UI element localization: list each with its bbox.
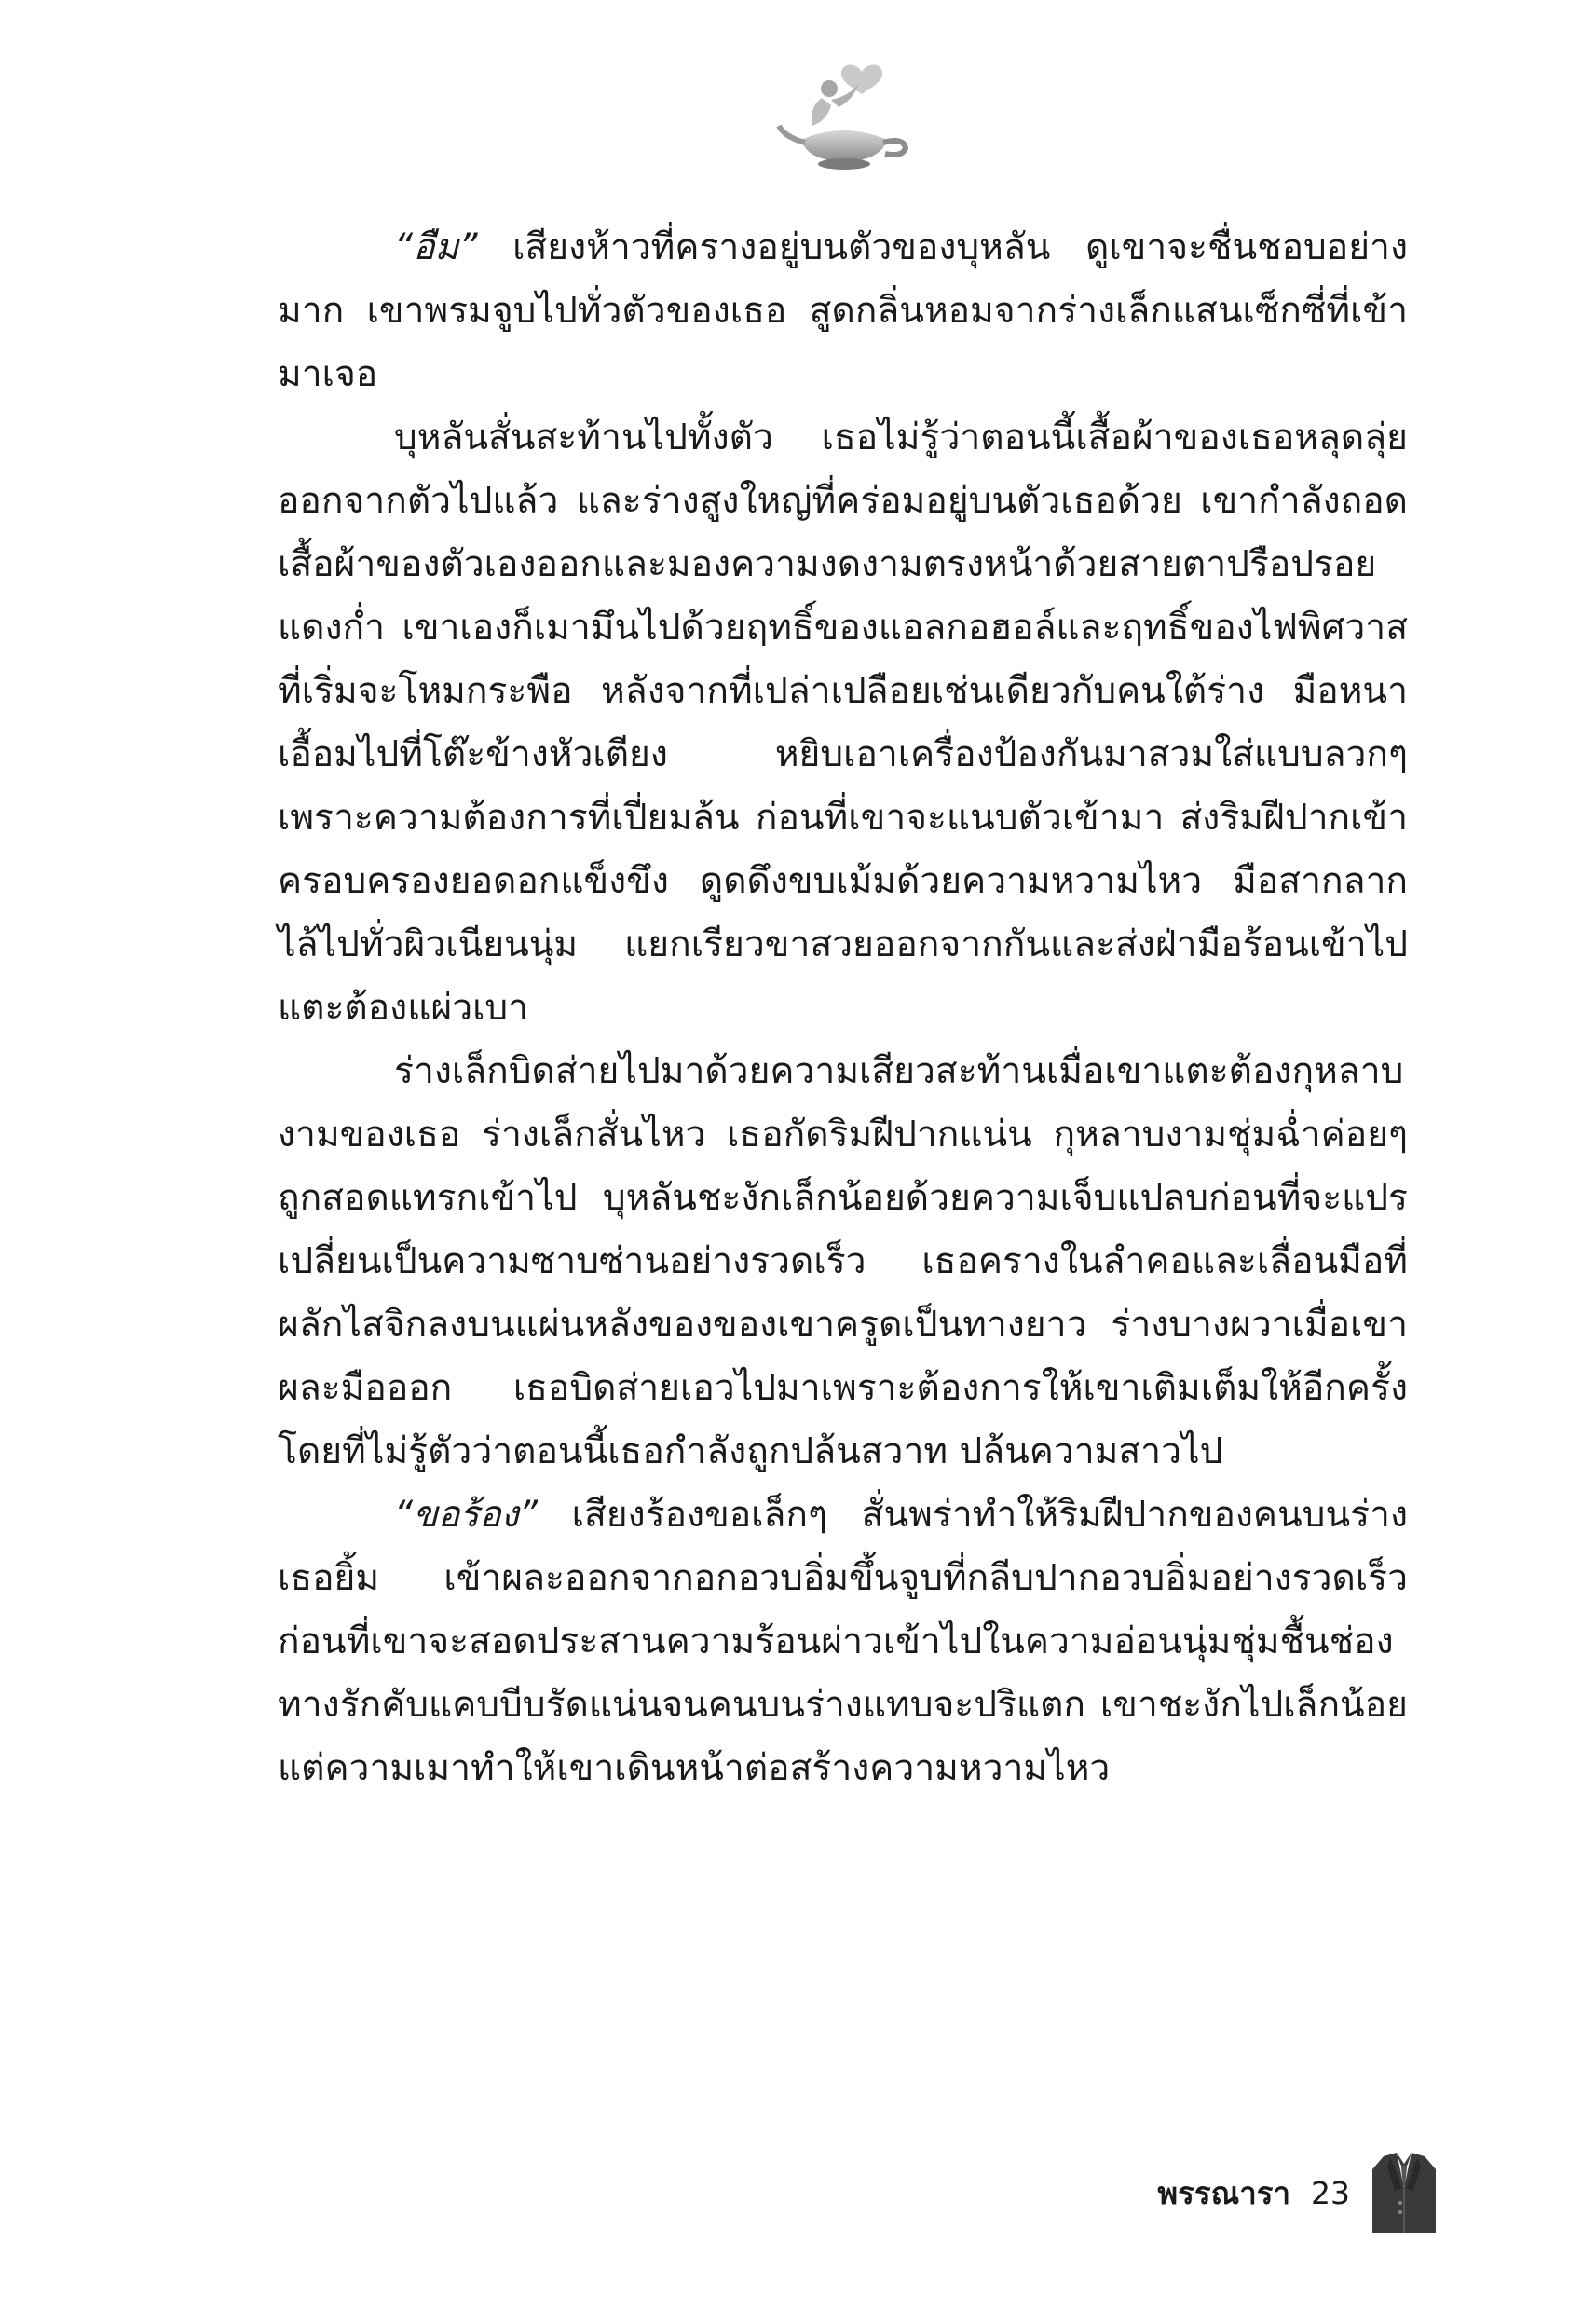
teapot-angel-ornament-icon (773, 51, 913, 182)
author-name: พรรณารา (1157, 2174, 1290, 2211)
page-number: 23 (1311, 2174, 1350, 2211)
dialogue-emphasis: “ขอร้อง” (394, 1494, 538, 1536)
body-text (278, 216, 1408, 1800)
paragraph-2 (278, 406, 1408, 1040)
paragraph-text: ร่างเล็กบิดส่ายไปมาด้วยความเสียวสะท้านเมื่อเขาแตะต้องกุหลาบงามของเธอ ร่างเล็กสั่นไหว เธอกัดริมฝีปากแน่น กุหลาบงามชุ่มฉ่ำค่อยๆ ถูกสอดแทรกเข้าไป บุหลันชะงักเล็กน้อยด้วยความเจ็บแปลบก่อนที่จะแปรเปลี่ยนเป็นความซาบซ่านอย่างรวดเร็ว เธอครางในลำคอและเลื่อนมือที่ผลักไสจิกลงบนแผ่นหลังของของเขาครูดเป็นทางยาว ร่างบางผวาเมื่อเขาผละมือออก เธอบิดส่ายเอวไปมาเพราะต้องการให้เขาเติมเต็มให้อีกครั้งโดยที่ไม่รู้ตัวว่าตอนนี้เธอกำลังถูกปล้นสวาท ปล้นความสาวไป (278, 1050, 1408, 1472)
suit-jacket-icon (1371, 2151, 1438, 2235)
dialogue-emphasis: “อืม” (394, 226, 478, 268)
paragraph-text: เสียงร้องขอเล็กๆ สั่นพร่าทำให้ริมฝีปากของคนบนร่างเธอยิ้ม เข้าผละออกจากอกอวบอิ่มขึ้นจูบที่กลีบปากอวบอิ่มอย่างรวดเร็วก่อนที่เขาจะสอดประสานความร้อนผ่าวเข้าไปในความอ่อนนุ่มชุ่มชื้นช่องทางรักคับแคบบีบรัดแน่นจนคนบนร่างแทบจะปริแตก เขาชะงักไปเล็กน้อย แต่ความเมาทำให้เขาเดินหน้าต่อสร้างความหวามไหว (278, 1494, 1408, 1789)
paragraph-text: บุหลันสั่นสะท้านไปทั้งตัว เธอไม่รู้ว่าตอนนี้เสื้อผ้าของเธอหลุดลุ่ยออกจากตัวไปแล้ว และร่างสูงใหญ่ที่คร่อมอยู่บนตัวเธอด้วย เขากำลังถอดเสื้อผ้าของตัวเองออกและมองความงดงามตรงหน้าด้วยสายตาปรือปรอยแดงก่ำ เขาเองก็เมามึนไปด้วยฤทธิ์ของแอลกอฮอล์และฤทธิ์ของไฟพิศวาสที่เริ่มจะโหมกระพือ หลังจากที่เปล่าเปลือยเช่นเดียวกับคนใต้ร่าง มือหนาเอื้อมไปที่โต๊ะข้างหัวเตียง หยิบเอาเครื่องป้องกันมาสวมใส่แบบลวกๆ เพราะความต้องการที่เปี่ยมล้น ก่อนที่เขาจะแนบตัวเข้ามา ส่งริมฝีปากเข้าครอบครองยอดอกแข็งขึง ดูดดึงขบเม้มด้วยความหวามไหว มือสากลากไล้ไปทั่วผิวเนียนนุ่ม แยกเรียวขาสวยออกจากกันและส่งฝ่ามือร้อนเข้าไปแตะต้องแผ่วเบา (278, 417, 1408, 1029)
paragraph-4 (278, 1484, 1408, 1800)
paragraph-1 (278, 216, 1408, 406)
paragraph-text: เสียงห้าวที่ครางอยู่บนตัวของบุหลัน ดูเขาจะชื่นชอบอย่างมาก เขาพรมจูบไปทั่วตัวของเธอ สูดกลิ่นหอมจากร่างเล็กแสนเซ็กซี่ที่เข้ามาเจอ (278, 226, 1408, 395)
page-footer (1157, 2151, 1438, 2235)
paragraph-3 (278, 1040, 1408, 1484)
